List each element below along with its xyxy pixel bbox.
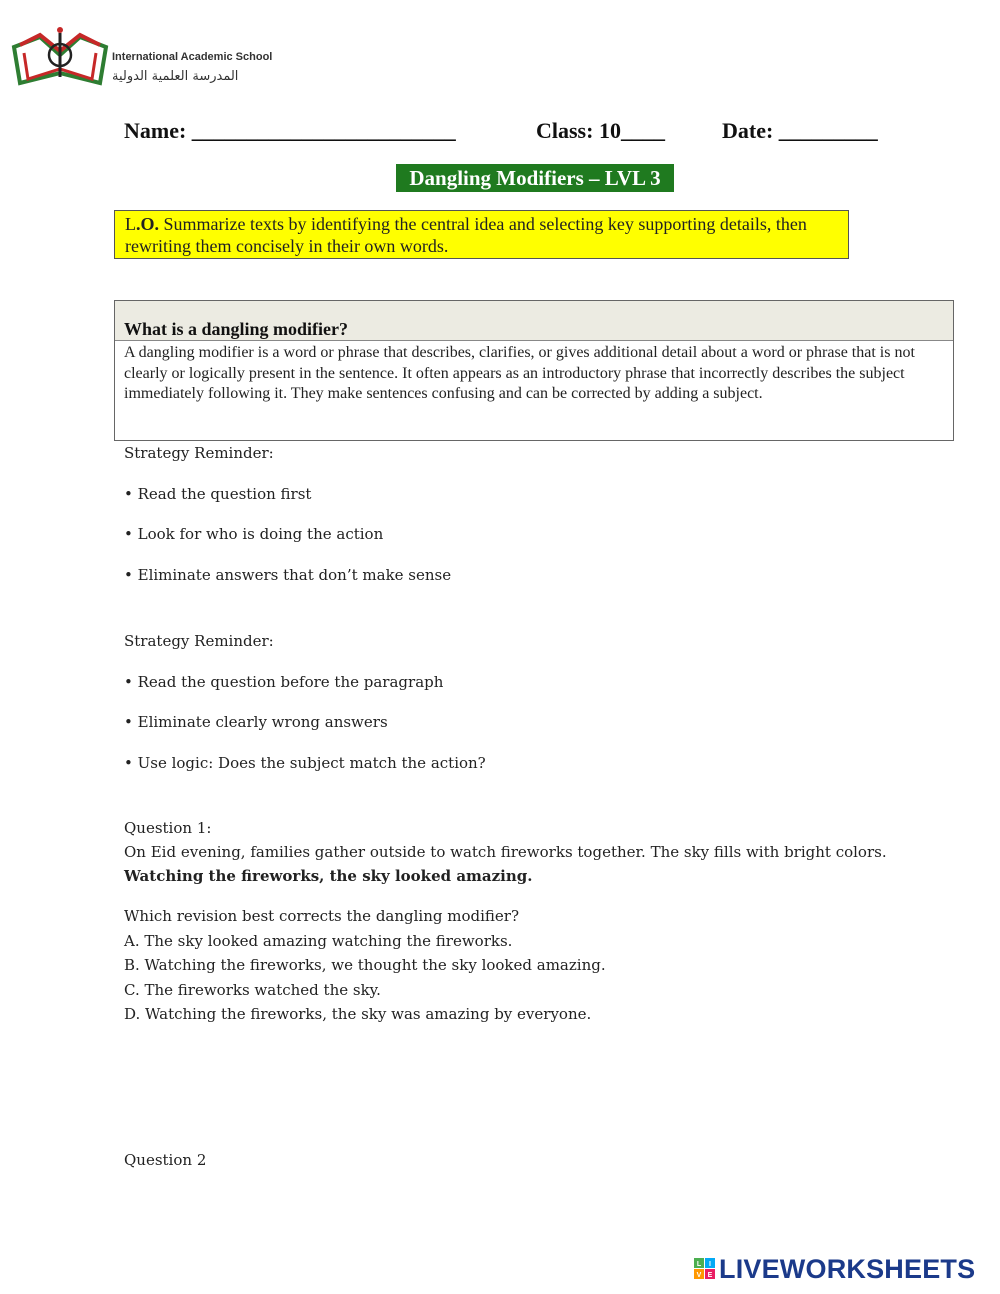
liveworksheets-brand[interactable]: [694, 1254, 994, 1286]
question1-context: On Eid evening, families gather outside to watch fireworks together. The sky fills with bright colors.: [124, 843, 887, 861]
strategy2-item: • Use logic: Does the subject match the action?: [124, 754, 486, 772]
school-logo: [10, 25, 273, 95]
question2-label: Question 2: [124, 1151, 207, 1169]
answer-option-b[interactable]: B. Watching the fireworks, we thought the sky looked amazing.: [124, 956, 606, 974]
lo-prefix-l: L: [125, 214, 136, 234]
lo-text: Summarize texts by identifying the central idea and selecting key supporting details, then rewriting them concisely in their own words.: [125, 214, 807, 256]
svg-text:L: L: [696, 1261, 702, 1268]
strategy2-item: • Read the question before the paragraph: [124, 673, 444, 691]
definition-heading: What is a dangling modifier?: [124, 319, 349, 339]
strategy1-item: • Look for who is doing the action: [124, 525, 384, 543]
definition-box: [114, 300, 954, 441]
school-name-english: International Academic School: [112, 51, 273, 63]
name-field[interactable]: Name: ________________________: [124, 118, 456, 143]
definition-header: [115, 301, 953, 341]
strategy1-item: • Eliminate answers that don’t make sense: [124, 566, 452, 584]
strategy2-item: • Eliminate clearly wrong answers: [124, 713, 388, 731]
liveworksheets-logo-icon: [694, 1258, 716, 1280]
question1-sentence: Watching the fireworks, the sky looked amazing.: [124, 867, 533, 885]
definition-body: A dangling modifier is a word or phrase that describes, clarifies, or gives additional detail about a word or phrase that is not clearly or logically present in the sentence. It often appears as an introductory phrase that incorrectly describes the subject immediately following it. They make sentences confusing and can be corrected by adding a subject.: [124, 344, 915, 402]
worksheet-title: Dangling Modifiers – LVL 3: [396, 164, 674, 192]
answer-option-a[interactable]: A. The sky looked amazing watching the fireworks.: [124, 932, 513, 950]
question1-label: Question 1:: [124, 819, 212, 837]
question1-prompt: Which revision best corrects the dangling modifier?: [124, 907, 520, 925]
svg-text:V: V: [696, 1272, 702, 1279]
strategy1-item: • Read the question first: [124, 485, 312, 503]
svg-text:E: E: [707, 1272, 713, 1279]
school-emblem-icon: [10, 25, 110, 90]
school-name-arabic: المدرسة العلمية الدولية: [112, 69, 239, 84]
answer-option-c[interactable]: C. The fireworks watched the sky.: [124, 981, 381, 999]
class-field[interactable]: Class: 10____: [536, 118, 665, 143]
liveworksheets-wordmark: LIVEWORKSHEETS: [719, 1254, 976, 1284]
date-field[interactable]: Date: _________: [722, 118, 878, 143]
svg-text:I: I: [709, 1261, 711, 1268]
strategy2-heading: Strategy Reminder:: [124, 632, 274, 650]
strategy1-heading: Strategy Reminder:: [124, 444, 274, 462]
learning-objective-box: [114, 210, 849, 259]
answer-option-d[interactable]: D. Watching the fireworks, the sky was amazing by everyone.: [124, 1005, 592, 1023]
lo-prefix: .O.: [136, 214, 160, 234]
